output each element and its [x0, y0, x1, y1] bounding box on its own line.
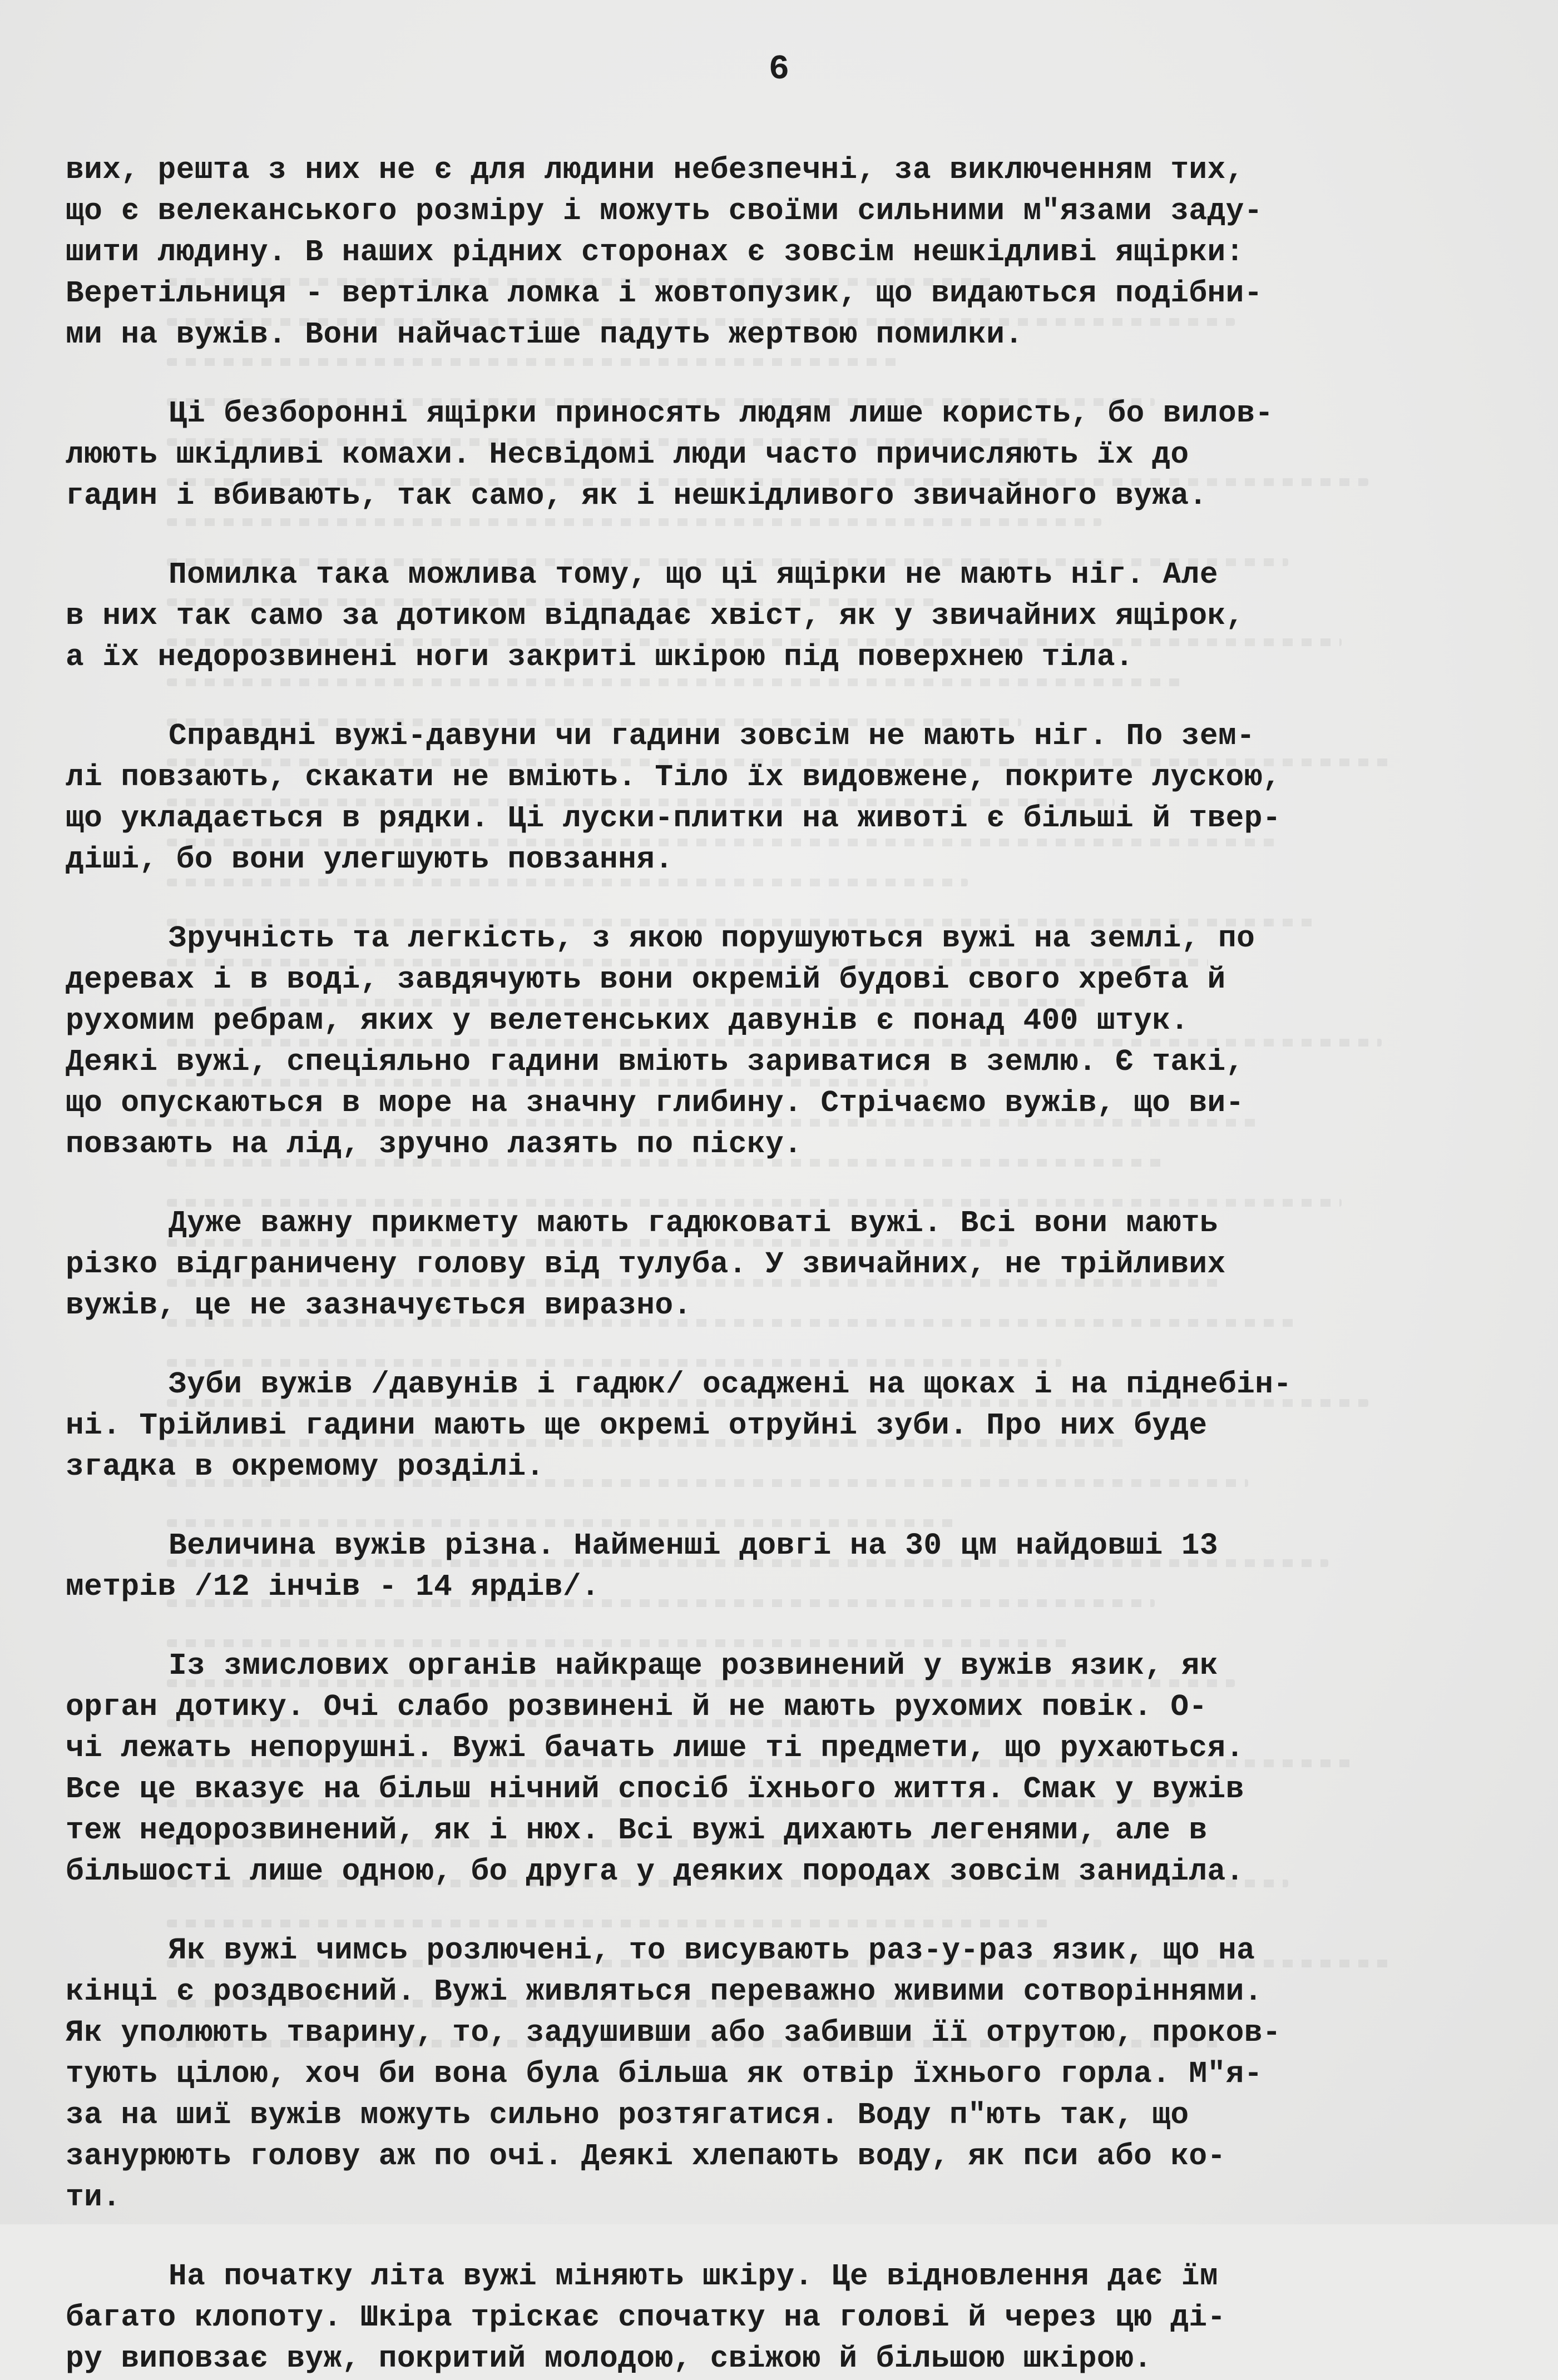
paragraph: Зручність та легкість, з якою порушуються вужі на землі, по деревах і в воді, завдячують вони окремій будові свого хребта й рухомим ребрам, яких у велетенських давунів є понад 400 штук. Деякі вужі, спеціяльно гадини вміють зариватися в землю. Є такі, що опускаються в море на значну глибину. Стрічаємо вужів, що ви- повзають на лід, зручно лазять по піску.	[66, 922, 1255, 1162]
paragraph: вих, решта з них не є для людини небезпечні, за виключенням тих, що є велеканського розміру і можуть своїми сильними м"язами заду- шити людину. В наших рідних сторонах є зовсім нешкідливі ящірки: Веретільниця - вертілка ломка і жовтопузик, що видаються подібни- ми на вужів. Вони найчастіше падуть жертвою помилки.	[66, 153, 1263, 352]
paragraph: Справдні вужі-давуни чи гадини зовсім не мають ніг. По зем- лі повзають, скакати не вміють. Тіло їх видовжене, покрите лускою, що укладається в рядки. Ці луски-плитки на животі є більші й твер- діші, бо вони улегшують повзання.	[66, 720, 1281, 877]
page-number: 6	[768, 49, 790, 89]
paragraph: Помилка така можлива тому, що ці ящірки не мають ніг. Але в них так само за дотиком відпадає хвіст, як у звичайних ящірок, а їх недорозвинені ноги закриті шкірою під поверхнею тіла.	[66, 558, 1244, 675]
paragraph: Зуби вужів /давунів і гадюк/ осаджені на щоках і на піднебін- ні. Трійливі гадини мають ще окремі отруйні зуби. Про них буде згадка в окремому розділі.	[66, 1368, 1292, 1484]
paragraph: Як вужі чимсь розлючені, то висувають раз-у-раз язик, що на кінці є роздвоєний. Вужі живляться переважно живими сотворіннями. Як уполюють тварину, то, задушивши або забивши її отрутою, проков- тують цілою, хоч би вона була більша як отвір їхнього горла. М"я- за на шиї вужів можуть сильно розтягатися. Воду п"ють так, що занурюють голову аж по очі. Деякі хлепають воду, як пси або ко- ти.	[66, 1934, 1281, 2215]
paragraph: На початку літа вужі міняють шкіру. Це відновлення дає їм багато клопоту. Шкіра тріскає спочатку на голові й через цю ді- ру виповзає вуж, покритий молодою, свіжою й більшою шкірою.	[66, 2260, 1226, 2376]
paragraph: Із змислових органів найкраще розвинений у вужів язик, як орган дотику. Очі слабо розвинені й не мають рухомих повік. О- чі лежать непорушні. Вужі бачать лише ті предмети, що рухаються. Все це вказує на більш нічний спосіб їхнього життя. Смак у вужів теж недорозвинений, як і нюх. Всі вужі дихають легенями, але в більшості лише одною, бо друга у деяких породах зовсім заниділа.	[66, 1649, 1244, 1889]
paragraph: Ці безборонні ящірки приносять людям лише користь, бо вилов- люють шкідливі комахи. Несвідомі люди часто причисляють їх до гадин і вбивають, так само, як і нешкідливого звичайного вужа.	[66, 397, 1274, 513]
paragraph: Дуже важну прикмету мають гадюковаті вужі. Всі вони мають різко відграничену голову від тулуба. У звичайних, не трійливих вужів, це не зазначується виразно.	[66, 1207, 1226, 1323]
typed-text-body	[66, 150, 1490, 2380]
paragraph: Величина вужів різна. Найменші довгі на 30 цм найдовші 13 метрів /12 інчів - 14 ярдів/.	[66, 1529, 1219, 1604]
